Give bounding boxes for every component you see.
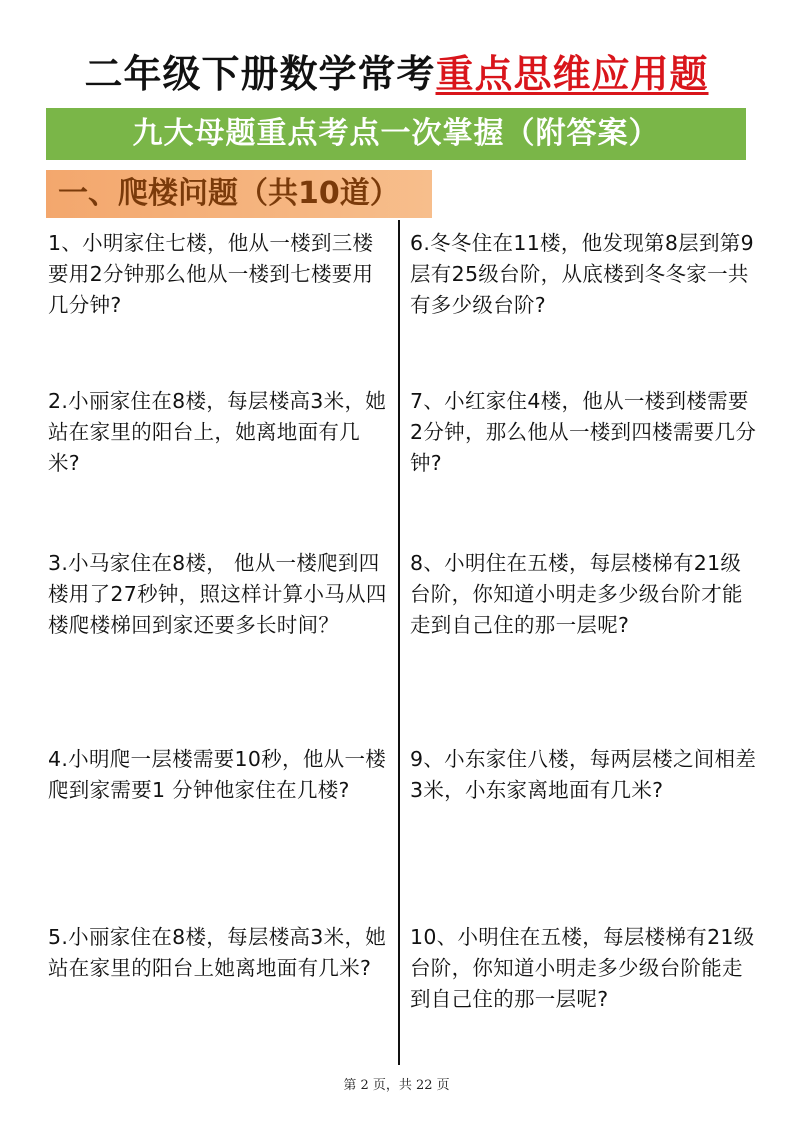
question-7: 7、小红家住4楼，他从一楼到楼需要2分钟，那么他从一楼到四楼需要几分钟? — [410, 389, 757, 475]
question-5: 5.小丽家住在8楼，每层楼高3米，她站在家里的阳台上她离地面有几米? — [48, 925, 387, 980]
question-9: 9、小东家住八楼，每两层楼之间相差3米，小东家离地面有几米? — [410, 747, 757, 802]
column-divider — [398, 220, 400, 1065]
question-3: 3.小马家住在8楼， 他从一楼爬到四楼用了27秒钟，照这样计算小马从四楼爬楼梯回到家还要多长时间？ — [48, 551, 387, 637]
title-plain: 二年级下册数学常考 — [84, 51, 436, 96]
page-title — [0, 48, 793, 100]
question-1: 1、小明家住七楼，他从一楼到三楼要用2分钟那么他从一楼到七楼要用几分钟? — [48, 231, 374, 317]
question-10: 10、小明住在五楼，每层楼梯有21级台阶，你知道小明走多少级台阶能走到自己住的那一层呢? — [410, 925, 755, 1011]
section-heading: 一、爬楼问题（共10道） — [46, 170, 432, 218]
question-6: 6.冬冬住在11楼，他发现第8层到第9层有25级台阶，从底楼到冬冬家一共有多少级台阶? — [410, 231, 754, 317]
subtitle-banner: 九大母题重点考点一次掌握（附答案） — [46, 108, 746, 160]
question-8: 8、小明住在五楼，每层楼梯有21级台阶，你知道小明走多少级台阶才能走到自己住的那一层呢? — [410, 551, 743, 637]
question-4: 4.小明爬一层楼需要10秒，他从一楼爬到家需要1 分钟他家住在几楼? — [48, 747, 387, 802]
title-highlight: 重点思维应用题 — [435, 51, 709, 96]
question-2: 2.小丽家住在8楼，每层楼高3米，她站在家里的阳台上，她离地面有几米? — [48, 389, 387, 475]
page-footer: 第 2 页，共 22 页 — [343, 1078, 450, 1093]
